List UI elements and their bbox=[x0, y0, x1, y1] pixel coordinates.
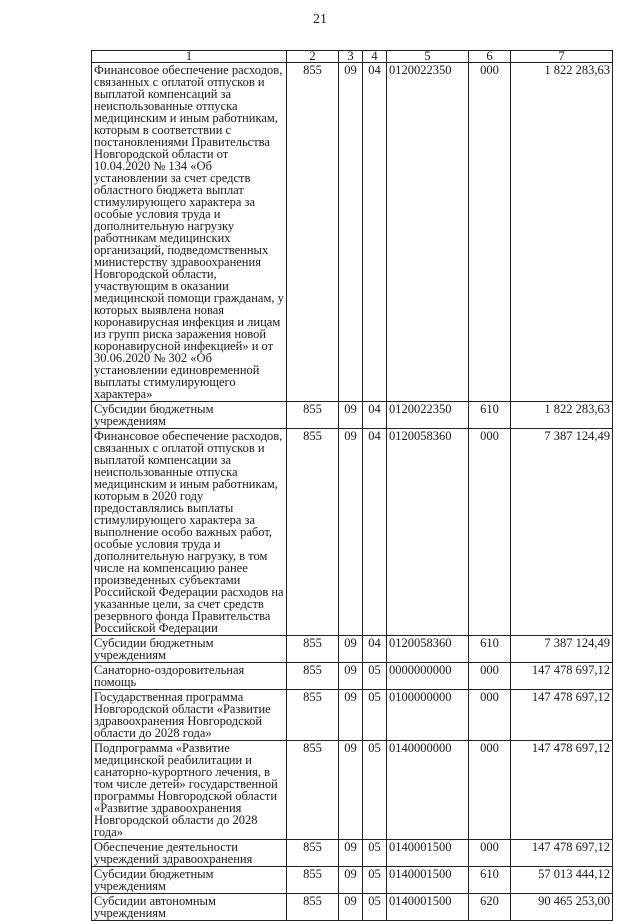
cell-code: 855 bbox=[287, 840, 339, 867]
cell-expense-type: 610 bbox=[469, 636, 511, 663]
row-name-cell: Государственная программа Новгородской области «Развитие здравоохранения Новгородской области до 2028 года» bbox=[92, 690, 287, 741]
cell-expense-type: 000 bbox=[469, 690, 511, 741]
cell-expense-type: 000 bbox=[469, 63, 511, 402]
cell-expense-type: 000 bbox=[469, 840, 511, 867]
cell-target-article: 0120058360 bbox=[387, 429, 469, 636]
row-name-cell: Финансовое обеспечение расходов, связанных с оплатой отпусков и выплатой компенсаций за неиспользованные отпуска медицинским и иным работникам, которым в соответствии с постановлениями Правительства Новгородской области от 10.04.2020 № 134 «Об установлении за счет средств областного бюджета выплат стимулирующего характера за особые условия труда и дополнительную нагрузку работникам медицинских организаций, подведомственных министерству здравоохранения Новгородской области, участвующим в оказании медицинской помощи гражданам, у которых выявлена новая коронавирусная инфекция и лицам из групп риска заражения новой коронавирусной инфекцией» и от 30.06.2020 № 302 «Об установлении единовременной выплаты стимулирующего характера» bbox=[92, 63, 287, 402]
cell-target-article: 0140001500 bbox=[387, 867, 469, 894]
table-row bbox=[92, 741, 613, 840]
row-name-cell: Обеспечение деятельности учреждений здравоохранения bbox=[92, 840, 287, 867]
table-row bbox=[92, 636, 613, 663]
cell-subsection: 05 bbox=[363, 663, 387, 690]
row-name-cell: Субсидии автономным учреждениям bbox=[92, 894, 287, 921]
cell-amount: 147 478 697,12 bbox=[511, 690, 613, 741]
cell-target-article: 0100000000 bbox=[387, 690, 469, 741]
row-name-cell: Финансовое обеспечение расходов, связанных с оплатой отпусков и выплатой компенсации за неиспользованные отпуска медицинским и иным работникам, которым в 2020 году предоставлялись выплаты стимулирующего характера за выполнение особо важных работ, особые условия труда и дополнительную нагрузку, в том числе на компенсацию ранее произведенных субъектами Российской Федерации расходов на указанные цели, за счет средств резервного фонда Правительства Российской Федерации bbox=[92, 429, 287, 636]
cell-subsection: 05 bbox=[363, 894, 387, 921]
cell-section: 09 bbox=[339, 840, 363, 867]
column-header: 5 bbox=[387, 51, 469, 63]
cell-expense-type: 610 bbox=[469, 402, 511, 429]
table-row bbox=[92, 402, 613, 429]
column-header: 7 bbox=[511, 51, 613, 63]
row-name-cell: Субсидии бюджетным учреждениям bbox=[92, 867, 287, 894]
cell-expense-type: 620 bbox=[469, 894, 511, 921]
table-row bbox=[92, 429, 613, 636]
row-name-cell: Подпрограмма «Развитие медицинской реабилитации и санаторно-курортного лечения, в том числе детей» государственной программы Новгородской области «Развитие здравоохранения Новгородской области до 2028 года» bbox=[92, 741, 287, 840]
cell-section: 09 bbox=[339, 402, 363, 429]
cell-amount: 57 013 444,12 bbox=[511, 867, 613, 894]
cell-code: 855 bbox=[287, 663, 339, 690]
row-name-cell: Субсидии бюджетным учреждениям bbox=[92, 636, 287, 663]
cell-section: 09 bbox=[339, 867, 363, 894]
cell-target-article: 0140000000 bbox=[387, 741, 469, 840]
budget-table bbox=[91, 50, 613, 921]
cell-amount: 7 387 124,49 bbox=[511, 429, 613, 636]
cell-target-article: 0120058360 bbox=[387, 636, 469, 663]
cell-amount: 90 465 253,00 bbox=[511, 894, 613, 921]
cell-subsection: 05 bbox=[363, 690, 387, 741]
cell-code: 855 bbox=[287, 894, 339, 921]
cell-expense-type: 000 bbox=[469, 429, 511, 636]
cell-section: 09 bbox=[339, 894, 363, 921]
cell-subsection: 05 bbox=[363, 867, 387, 894]
cell-amount: 147 478 697,12 bbox=[511, 663, 613, 690]
cell-expense-type: 000 bbox=[469, 741, 511, 840]
table-row bbox=[92, 867, 613, 894]
column-header: 2 bbox=[287, 51, 339, 63]
cell-section: 09 bbox=[339, 429, 363, 636]
page-number: 21 bbox=[313, 12, 327, 27]
cell-code: 855 bbox=[287, 636, 339, 663]
cell-target-article: 0140001500 bbox=[387, 894, 469, 921]
row-name-cell: Субсидии бюджетным учреждениям bbox=[92, 402, 287, 429]
cell-subsection: 05 bbox=[363, 840, 387, 867]
column-header: 3 bbox=[339, 51, 363, 63]
column-header: 4 bbox=[363, 51, 387, 63]
cell-amount: 147 478 697,12 bbox=[511, 741, 613, 840]
cell-target-article: 0140001500 bbox=[387, 840, 469, 867]
cell-section: 09 bbox=[339, 741, 363, 840]
table-row bbox=[92, 663, 613, 690]
cell-target-article: 0120022350 bbox=[387, 402, 469, 429]
cell-code: 855 bbox=[287, 402, 339, 429]
cell-section: 09 bbox=[339, 663, 363, 690]
table-row bbox=[92, 63, 613, 402]
row-name-cell: Санаторно-оздоровительная помощь bbox=[92, 663, 287, 690]
cell-code: 855 bbox=[287, 867, 339, 894]
cell-code: 855 bbox=[287, 741, 339, 840]
column-header: 1 bbox=[92, 51, 287, 63]
table-header-row bbox=[92, 51, 613, 63]
cell-section: 09 bbox=[339, 690, 363, 741]
cell-target-article: 0000000000 bbox=[387, 663, 469, 690]
cell-code: 855 bbox=[287, 63, 339, 402]
cell-expense-type: 610 bbox=[469, 867, 511, 894]
table-row bbox=[92, 690, 613, 741]
cell-amount: 1 822 283,63 bbox=[511, 402, 613, 429]
cell-code: 855 bbox=[287, 429, 339, 636]
table-row bbox=[92, 840, 613, 867]
cell-amount: 1 822 283,63 bbox=[511, 63, 613, 402]
cell-amount: 147 478 697,12 bbox=[511, 840, 613, 867]
column-header: 6 bbox=[469, 51, 511, 63]
cell-code: 855 bbox=[287, 690, 339, 741]
cell-section: 09 bbox=[339, 636, 363, 663]
cell-expense-type: 000 bbox=[469, 663, 511, 690]
cell-subsection: 04 bbox=[363, 402, 387, 429]
table-row bbox=[92, 894, 613, 921]
cell-subsection: 05 bbox=[363, 741, 387, 840]
cell-target-article: 0120022350 bbox=[387, 63, 469, 402]
cell-subsection: 04 bbox=[363, 636, 387, 663]
cell-section: 09 bbox=[339, 63, 363, 402]
cell-subsection: 04 bbox=[363, 63, 387, 402]
cell-amount: 7 387 124,49 bbox=[511, 636, 613, 663]
cell-subsection: 04 bbox=[363, 429, 387, 636]
